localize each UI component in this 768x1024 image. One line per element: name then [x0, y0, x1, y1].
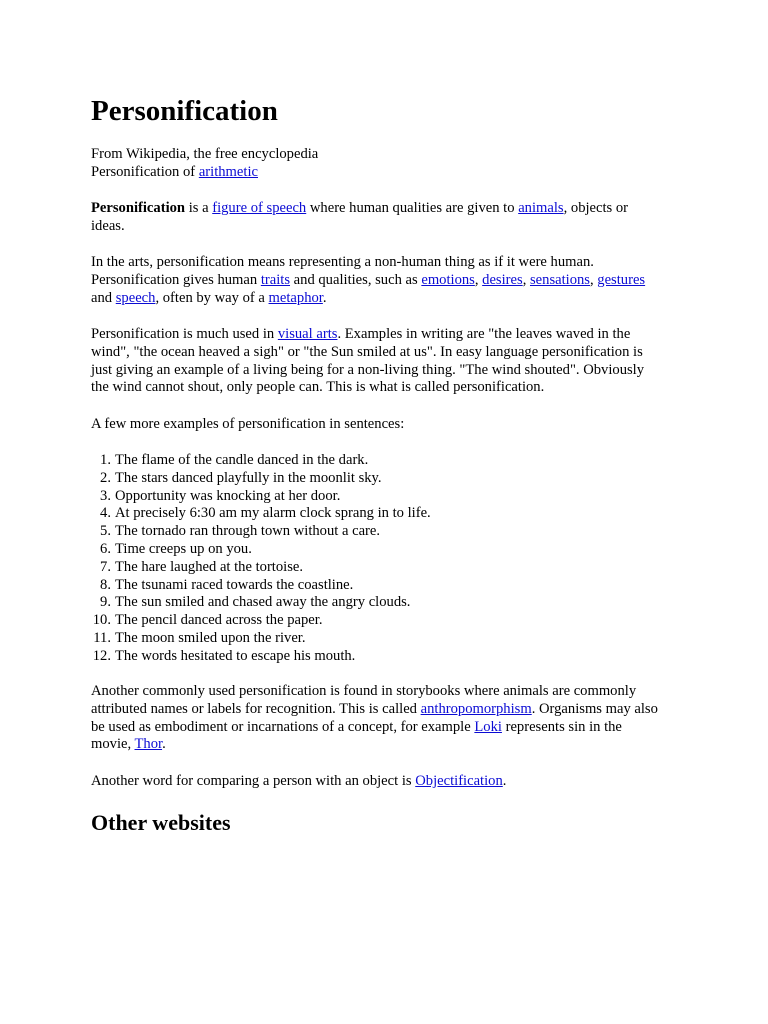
list-number: 8. — [100, 576, 111, 593]
list-text: At precisely 6:30 am my alarm clock sprang in to life. — [115, 505, 431, 522]
text-span: , — [522, 271, 530, 288]
text-span: , — [589, 271, 598, 288]
paragraph-examples-intro — [91, 416, 681, 434]
paragraph-line — [91, 290, 681, 308]
list-item — [71, 452, 431, 470]
list-item — [71, 523, 431, 541]
list-item — [71, 488, 431, 506]
text-span: Personification is much used in — [91, 326, 278, 342]
paragraph-line: ideas. — [91, 217, 125, 234]
list-text: The sun smiled and chased away the angry clouds. — [115, 594, 411, 611]
text-span: where human qualities are given to — [306, 200, 519, 216]
text-span: . Examples in writing are "the leaves waved in the — [337, 326, 631, 342]
text-span: , objects or — [563, 200, 629, 216]
text-span: be used as embodiment or incarnations of a concept, for example — [91, 718, 475, 735]
text-span: . — [162, 736, 166, 753]
list-item — [71, 541, 431, 559]
paragraph-line: In the arts, personification means representing a non-human thing as if it were human. — [91, 254, 594, 270]
link-arithmetic[interactable]: arithmetic — [198, 163, 258, 180]
paragraph-line — [91, 326, 681, 344]
paragraph-storybooks — [91, 683, 681, 754]
paragraph-line: wind", "the ocean heaved a sigh" or "the Sun smiled at us". In easy language personification is — [91, 343, 643, 360]
list-text: Opportunity was knocking at her door. — [115, 487, 341, 504]
examples-list — [71, 452, 431, 666]
link-emotions[interactable]: emotions — [421, 271, 475, 288]
link-speech[interactable]: speech — [115, 289, 156, 306]
list-number: 7. — [100, 558, 111, 575]
paragraph-line — [91, 701, 681, 719]
term-bold: Personification — [91, 200, 186, 216]
text-span: attributed names or labels for recognition. This is called — [91, 700, 421, 717]
caption-prefix: Personification of — [91, 163, 199, 180]
list-item — [71, 505, 431, 523]
list-number: 10. — [92, 612, 111, 629]
link-visual-arts[interactable]: visual arts — [277, 326, 338, 342]
list-item — [71, 648, 431, 666]
link-thor[interactable]: Thor — [134, 736, 163, 753]
link-objectification[interactable]: Objectification — [415, 773, 503, 789]
source-line: From Wikipedia, the free encyclopedia — [91, 146, 319, 162]
intro — [91, 146, 681, 182]
section-heading-other-websites: Other websites — [91, 810, 231, 835]
paragraph-line: Another commonly used personification is found in storybooks where animals are commonly — [91, 683, 637, 699]
link-sensations[interactable]: sensations — [529, 271, 590, 288]
text-span: . — [322, 289, 327, 306]
paragraph-line — [91, 736, 681, 754]
list-item — [71, 577, 431, 595]
text-span: movie, — [91, 736, 135, 753]
text-span: , — [474, 271, 483, 288]
list-text: The moon smiled upon the river. — [115, 629, 306, 646]
list-number: 2. — [100, 469, 111, 486]
list-text: The hare laughed at the tortoise. — [115, 558, 304, 575]
link-figure-of-speech[interactable]: figure of speech — [212, 200, 307, 216]
paragraph-objectification — [91, 773, 681, 791]
paragraph-line — [91, 773, 681, 791]
link-traits[interactable]: traits — [260, 271, 291, 288]
text-span: and — [91, 289, 116, 306]
list-number: 1. — [100, 452, 111, 468]
list-number: 4. — [100, 505, 111, 522]
list-number: 12. — [92, 647, 111, 664]
list-text: The tornado ran through town without a care. — [115, 523, 381, 540]
paragraph-line: the wind cannot shout, only people can. This is what is called personification. — [91, 379, 545, 396]
list-item — [71, 612, 431, 630]
list-item — [71, 470, 431, 488]
list-text: The words hesitated to escape his mouth. — [115, 647, 356, 664]
text-span: Another word for comparing a person with an object is — [91, 773, 416, 789]
text-span: is a — [185, 200, 213, 216]
text-span: . — [502, 773, 507, 789]
text-span: . Organisms may also — [531, 700, 658, 717]
paragraph-line — [91, 200, 681, 218]
list-number: 6. — [100, 540, 111, 557]
paragraph-line — [91, 272, 681, 290]
list-text: The stars danced playfully in the moonlit sky. — [115, 469, 382, 486]
text-span: and qualities, such as — [290, 271, 422, 288]
list-number: 11. — [93, 629, 111, 646]
text-span: , often by way of a — [155, 289, 269, 306]
text-span: Personification gives human — [91, 271, 261, 288]
list-text: The pencil danced across the paper. — [115, 612, 323, 629]
link-animals[interactable]: animals — [518, 200, 564, 216]
paragraph-arts — [91, 254, 681, 307]
link-gestures[interactable]: gestures — [597, 271, 646, 288]
paragraph-line — [91, 719, 681, 737]
list-item — [71, 559, 431, 577]
text-span: represents sin in the — [501, 718, 622, 735]
list-text: The flame of the candle danced in the dark. — [115, 452, 369, 468]
page-title: Personification — [91, 95, 278, 127]
paragraph-visual-arts — [91, 326, 681, 397]
link-anthropomorphism[interactable]: anthropomorphism — [420, 700, 532, 717]
list-number: 5. — [100, 523, 111, 540]
paragraph-line: just giving an example of a living being for a non-living thing. "The wind shouted". Obviously — [91, 361, 645, 378]
list-number: 9. — [100, 594, 111, 611]
caption-line — [91, 164, 681, 182]
link-desires[interactable]: desires — [482, 271, 523, 288]
link-metaphor[interactable]: metaphor — [268, 289, 323, 306]
list-text: The tsunami raced towards the coastline. — [115, 576, 354, 593]
paragraph-line: A few more examples of personification in sentences: — [91, 416, 405, 432]
link-loki[interactable]: Loki — [474, 718, 502, 735]
list-item — [71, 630, 431, 648]
list-item — [71, 594, 431, 612]
paragraph-definition — [91, 200, 681, 236]
list-number: 3. — [100, 487, 111, 504]
list-text: Time creeps up on you. — [115, 540, 252, 557]
